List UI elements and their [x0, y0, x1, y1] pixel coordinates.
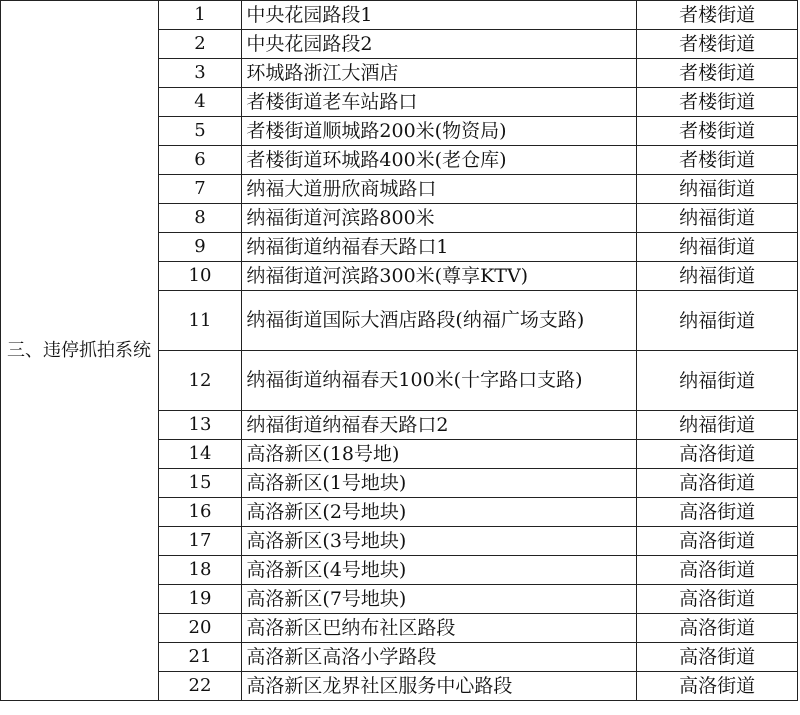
district-cell: 高洛街道	[637, 643, 798, 672]
location-cell: 纳福街道国际大酒店路段(纳福广场支路)	[242, 291, 637, 351]
location-cell: 者楼街道老车站路口	[242, 88, 637, 117]
district-cell: 高洛街道	[637, 498, 798, 527]
row-number: 9	[158, 233, 242, 262]
row-number: 16	[158, 498, 242, 527]
location-cell: 中央花园路段1	[242, 1, 637, 30]
row-number: 13	[158, 411, 242, 440]
location-cell: 高洛新区高洛小学路段	[242, 643, 637, 672]
location-cell: 纳福街道纳福春天100米(十字路口支路)	[242, 351, 637, 411]
table-row	[1, 1, 798, 30]
district-cell: 者楼街道	[637, 88, 798, 117]
location-cell: 者楼街道环城路400米(老仓库)	[242, 146, 637, 175]
district-cell: 纳福街道	[637, 233, 798, 262]
district-cell: 高洛街道	[637, 469, 798, 498]
location-cell: 高洛新区(7号地块)	[242, 585, 637, 614]
location-cell: 纳福大道册欣商城路口	[242, 175, 637, 204]
row-number: 1	[158, 1, 242, 30]
district-cell: 者楼街道	[637, 117, 798, 146]
district-cell: 纳福街道	[637, 262, 798, 291]
location-cell: 纳福街道纳福春天路口2	[242, 411, 637, 440]
district-cell: 高洛街道	[637, 440, 798, 469]
location-cell: 环城路浙江大酒店	[242, 59, 637, 88]
location-cell: 高洛新区龙界社区服务中心路段	[242, 672, 637, 701]
row-number: 22	[158, 672, 242, 701]
location-cell: 纳福街道纳福春天路口1	[242, 233, 637, 262]
location-cell: 高洛新区(18号地)	[242, 440, 637, 469]
category-cell: 三、违停抓拍系统	[1, 1, 159, 701]
location-cell: 高洛新区(2号地块)	[242, 498, 637, 527]
row-number: 21	[158, 643, 242, 672]
district-cell: 高洛街道	[637, 585, 798, 614]
row-number: 3	[158, 59, 242, 88]
district-cell: 高洛街道	[637, 527, 798, 556]
district-cell: 者楼街道	[637, 146, 798, 175]
row-number: 4	[158, 88, 242, 117]
location-cell: 高洛新区巴纳布社区路段	[242, 614, 637, 643]
table-body	[1, 1, 798, 701]
row-number: 19	[158, 585, 242, 614]
location-cell: 高洛新区(3号地块)	[242, 527, 637, 556]
location-cell: 者楼街道顺城路200米(物资局)	[242, 117, 637, 146]
row-number: 12	[158, 351, 242, 411]
district-cell: 高洛街道	[637, 614, 798, 643]
row-number: 5	[158, 117, 242, 146]
district-cell: 纳福街道	[637, 204, 798, 233]
location-cell: 高洛新区(4号地块)	[242, 556, 637, 585]
district-cell: 纳福街道	[637, 411, 798, 440]
row-number: 10	[158, 262, 242, 291]
location-cell: 纳福街道河滨路800米	[242, 204, 637, 233]
row-number: 15	[158, 469, 242, 498]
row-number: 18	[158, 556, 242, 585]
district-cell: 纳福街道	[637, 291, 798, 351]
row-number: 2	[158, 30, 242, 59]
row-number: 20	[158, 614, 242, 643]
location-cell: 纳福街道河滨路300米(尊享KTV)	[242, 262, 637, 291]
row-number: 11	[158, 291, 242, 351]
district-cell: 者楼街道	[637, 1, 798, 30]
district-cell: 高洛街道	[637, 672, 798, 701]
location-cell: 高洛新区(1号地块)	[242, 469, 637, 498]
location-cell: 中央花园路段2	[242, 30, 637, 59]
row-number: 17	[158, 527, 242, 556]
row-number: 7	[158, 175, 242, 204]
row-number: 14	[158, 440, 242, 469]
row-number: 8	[158, 204, 242, 233]
row-number: 6	[158, 146, 242, 175]
district-cell: 者楼街道	[637, 59, 798, 88]
district-cell: 者楼街道	[637, 30, 798, 59]
district-cell: 纳福街道	[637, 175, 798, 204]
district-cell: 高洛街道	[637, 556, 798, 585]
district-cell: 纳福街道	[637, 351, 798, 411]
